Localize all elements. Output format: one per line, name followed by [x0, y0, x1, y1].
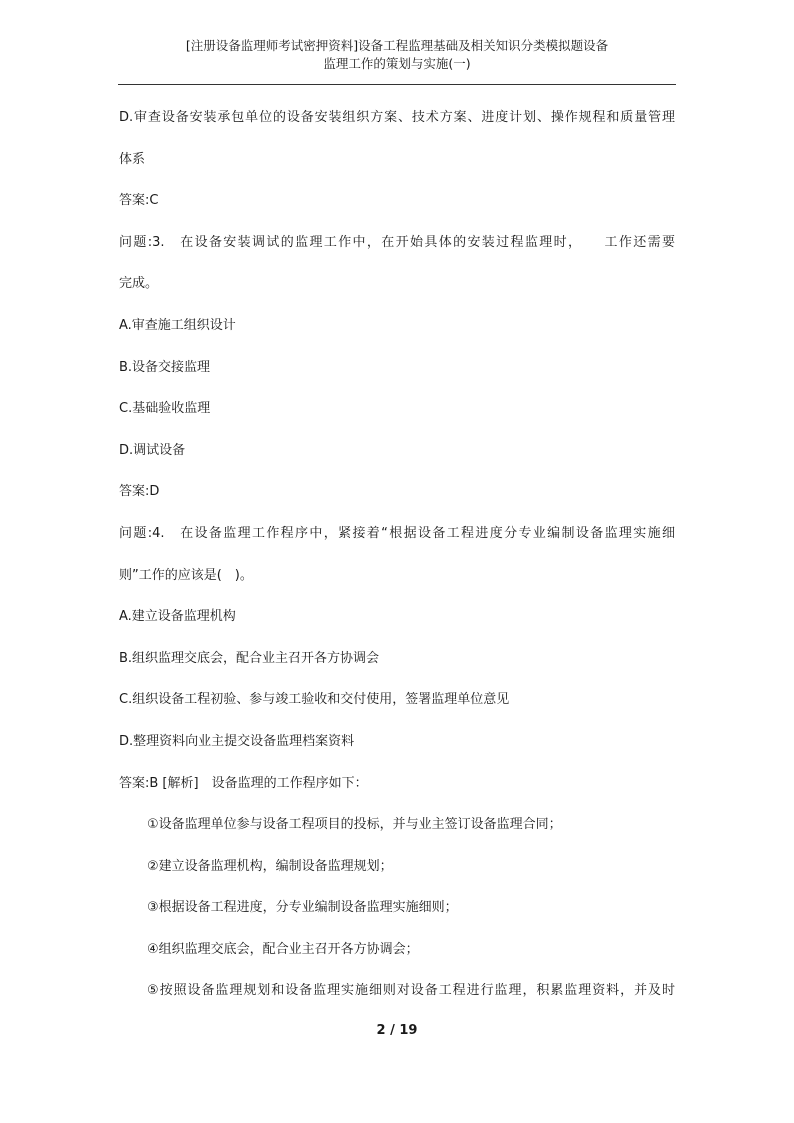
header-divider	[118, 84, 676, 85]
q3-option-a: A.审查施工组织设计	[119, 317, 236, 333]
procedure-step-4: ④组织监理交底会，配合业主召开各方协调会；	[147, 941, 419, 957]
procedure-step-1: ①设备监理单位参与设备工程项目的投标，并与业主签订设备监理合同；	[147, 817, 562, 833]
procedure-step-5: ⑤按照设备监理规划和设备监理实施细则对设备工程进行监理，积累监理资料，并及时	[147, 983, 675, 999]
question-4-line-2: 则”工作的应该是( )。	[119, 567, 253, 583]
q3-option-c: C.基础验收监理	[119, 401, 211, 417]
page-number: 2 / 19	[376, 1023, 418, 1038]
q4-option-d: D.整理资料向业主提交设备监理档案资料	[119, 733, 355, 749]
answer-q4-analysis: 答案:B [解析] 设备监理的工作程序如下：	[119, 775, 368, 791]
answer-q3: 答案:D	[119, 484, 160, 500]
question-4-line-1: 问题:4. 在设备监理工作程序中，紧接着“根据设备工程进度分专业编制设备监理实施细	[119, 525, 675, 541]
q4-option-a: A.建立设备监理机构	[119, 609, 236, 625]
procedure-step-3: ③根据设备工程进度，分专业编制设备监理实施细则；	[147, 900, 458, 916]
question-3-line-1: 问题:3. 在设备安装调试的监理工作中，在开始具体的安装过程监理时， 工作还需要	[119, 234, 675, 250]
procedure-step-2: ②建立设备监理机构，编制设备监理规划；	[147, 858, 393, 874]
header-title-line-2: 监理工作的策划与实施(一)	[323, 56, 471, 71]
option-d-line-1: D.审查设备安装承包单位的设备安装组织方案、技术方案、进度计划、操作规程和质量管理	[119, 110, 675, 125]
q4-option-b: B.组织监理交底会，配合业主召开各方协调会	[119, 650, 380, 666]
answer-q2: 答案:C	[119, 193, 159, 209]
header-title-line-1: [注册设备监理师考试密押资料]设备工程监理基础及相关知识分类模拟题设备	[185, 38, 609, 53]
document-body	[119, 108, 675, 1023]
q4-option-c: C.组织设备工程初验、参与竣工验收和交付使用，签署监理单位意见	[119, 692, 510, 708]
page-header	[118, 37, 676, 73]
option-d-line-2: 体系	[119, 151, 146, 167]
question-3-line-2: 完成。	[119, 276, 159, 292]
q3-option-b: B.设备交接监理	[119, 359, 211, 375]
q3-option-d: D.调试设备	[119, 442, 186, 458]
